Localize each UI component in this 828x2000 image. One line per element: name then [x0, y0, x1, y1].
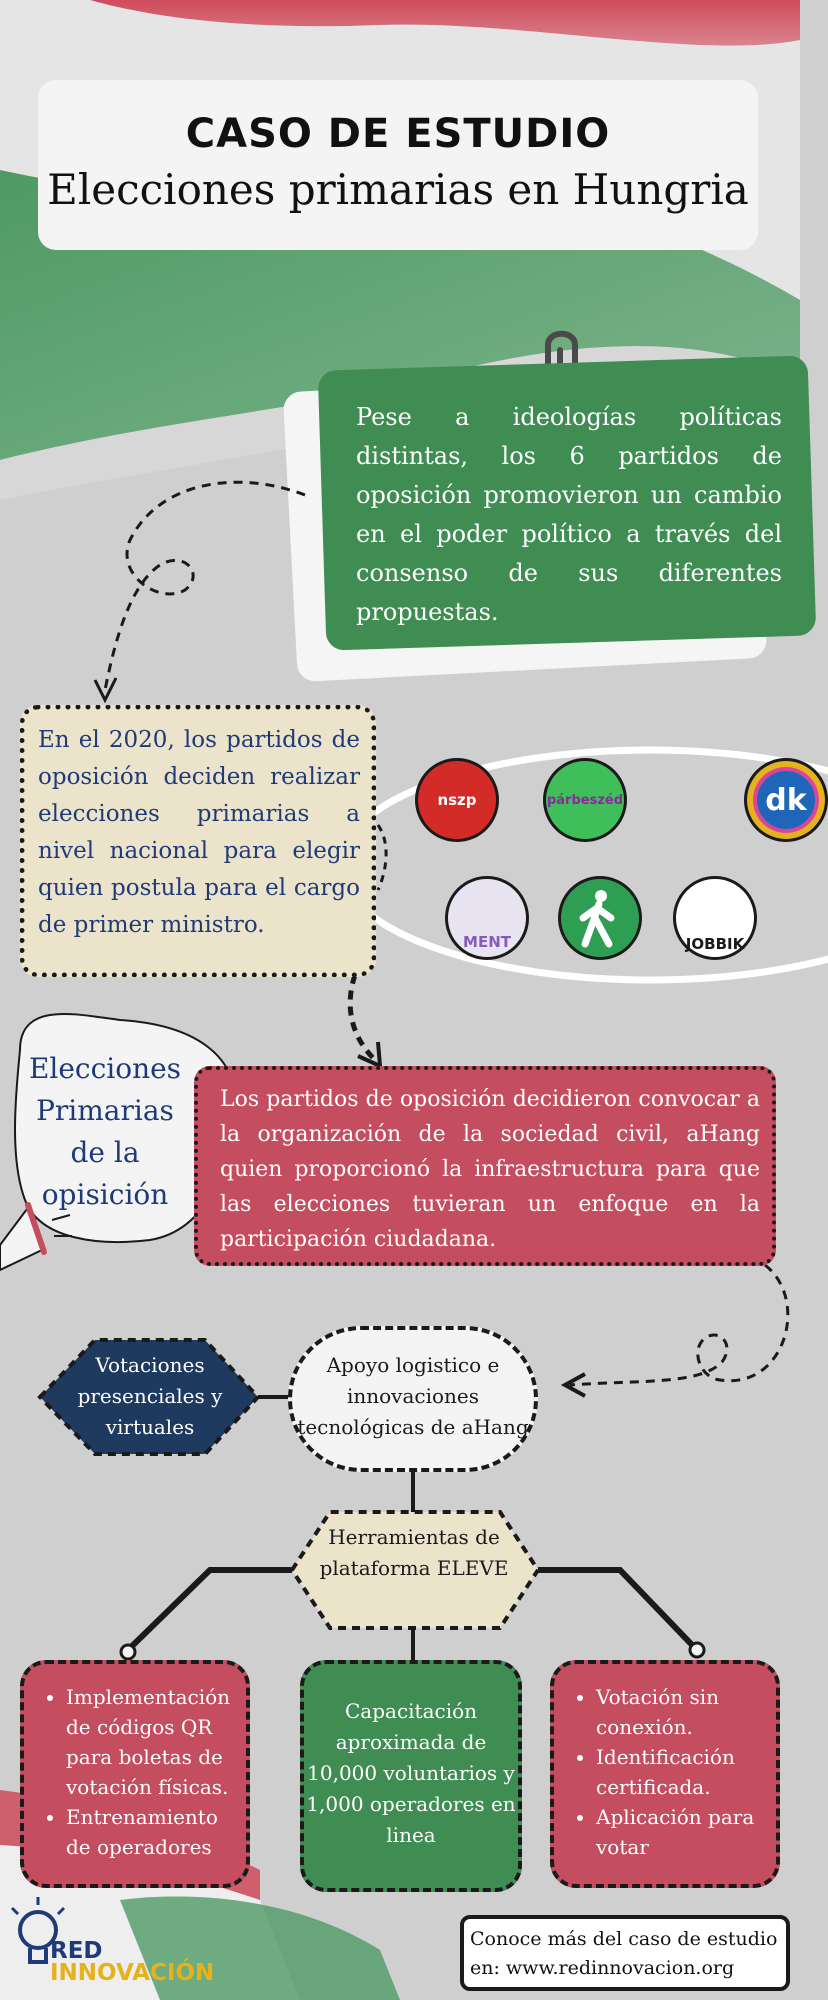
party-logo-label: dk	[765, 782, 807, 818]
party-logo-label: nszp	[437, 791, 477, 809]
logo-line-1: RED	[50, 1938, 103, 1964]
page-subtitle: Elecciones primarias en Hungria	[47, 165, 749, 214]
intro-text: Pese a ideologías políticas distintas, los 6 partidos de oposición promovieron un cambio en el poder político a través del consenso de sus diferentes propuestas.	[356, 403, 782, 626]
connector-right	[538, 1570, 695, 1648]
connector-left	[128, 1570, 292, 1650]
features-card	[550, 1660, 780, 1888]
party-logo-label: JOBBIK	[685, 935, 745, 953]
title-card	[38, 80, 758, 250]
more-info-box	[460, 1915, 790, 1991]
party-logo-parbeszed	[543, 758, 627, 842]
arrow-2	[350, 975, 375, 1060]
bubble-text: Elecciones Primarias de la opisición	[28, 1052, 182, 1211]
info-line-1: Conoce más del caso de estudio	[470, 1928, 778, 1950]
party-logo-label: MENT	[463, 933, 511, 951]
party-logo-nszp	[415, 758, 499, 842]
party-logo-jobbik	[673, 876, 757, 960]
logo-line-2: INNOVACIÓN	[50, 1960, 215, 1986]
party-logo-dk	[744, 758, 828, 842]
arrow-4	[378, 825, 386, 890]
list-item: • Identificación certificada.	[596, 1742, 770, 1802]
qr-list	[38, 1682, 240, 1862]
list-item: • Aplicación para votar	[596, 1802, 770, 1862]
page-title: CASO DE ESTUDIO	[185, 111, 611, 157]
list-item: • Implementación de códigos QR para boletas de votación físicas.	[66, 1682, 240, 1802]
features-list	[568, 1682, 770, 1862]
red-innovacion-logo	[50, 1940, 214, 1984]
civil-society-text: Los partidos de oposición decidieron convocar a la organización de la sociedad civil, aHang quien proporcionó la infraestructura para que las elecciones tuvieran un enfoque en la participación ciudadana.	[220, 1087, 760, 1252]
info-link[interactable]: en: www.redinnovacion.org	[470, 1957, 735, 1979]
party-logo-label: párbeszéd	[546, 792, 624, 808]
party-logo-momentum	[445, 876, 529, 960]
context-text: En el 2020, los partidos de oposición deciden realizar elecciones primarias a nivel nacional para elegir quien postula para el cargo de primer ministro.	[38, 727, 360, 938]
party-logo-lmp	[558, 876, 642, 960]
voting-modes-label: Votaciones presenciales y virtuales	[77, 1353, 223, 1439]
walking-figure-icon	[575, 888, 625, 948]
training-text: Capacitación aproximada de 10,000 voluntarios y 1,000 operadores en linea	[306, 1699, 516, 1847]
list-item: • Entrenamiento de operadores	[66, 1802, 240, 1862]
arrow-1	[105, 482, 305, 690]
support-label: Apoyo logistico e innovaciones tecnológicas de aHang	[297, 1353, 529, 1439]
list-item: • Votación sin conexión.	[596, 1682, 770, 1742]
tools-label: Herramientas de plataforma ELEVE	[319, 1525, 509, 1580]
arrow-3	[570, 1265, 788, 1385]
qr-card	[20, 1660, 250, 1888]
